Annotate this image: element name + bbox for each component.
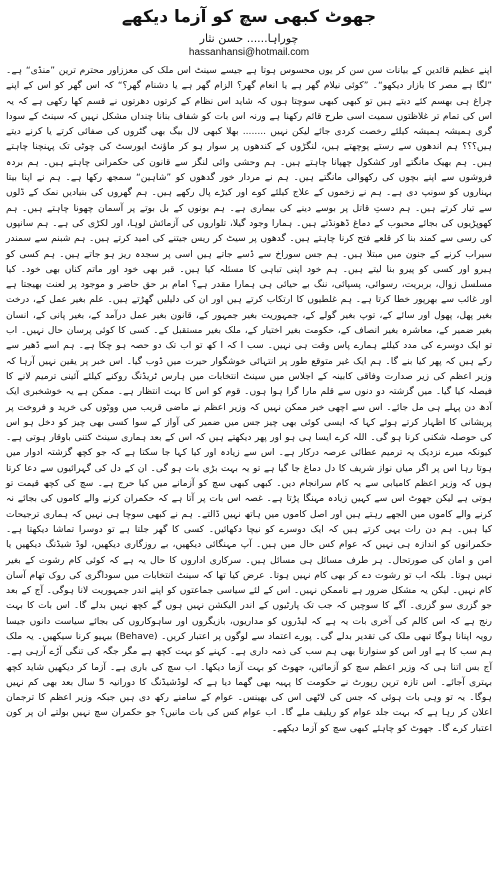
column-body: اپنے عظیم قائدین کے بیانات سن سن کر یوں محسوس ہوتا ہے جیسے سینٹ اس ملک کی معززاور محترم ترین ”منڈی“ ہے۔ ”لگا ہے مصر کا بازار دیکھو“۔ ”کوئی نیلام گھر ہے یا انعام گھر؟ الزام گھر ہے یا دشنام گھر؟“ کہ اس گھر کو اس کے اپنے چراغ ہی بھسم کئے دیتے ہیں تو کبھی کبھی سوچتا ہوں کہ شاید اس نظام کے کرتوں دھرتوں نے قسم کھا رکھی ہے کہ یہ اس کی تمام تر غلاظتوں سمیت اسی طرح قائم رکھنا ہے ورنہ اس بات کو شفاف بنانا چنداں مشکل نہیں کہ سینٹ کے سودا گری ہمیشہ ہمیشہ کیلئے رخصت کردی جائے لیکن نہیں ........ بھلا کبھی لال بیگ بھی گٹروں کی صفائی کرتے یا کرنے دیتے ہیں؟؟؟ ہم اندھوں سے رستے پوچھتے ہیں، لنگڑوں کے کندھوں پر سوار ہو کر ماؤنٹ ایورسٹ کی چوٹی تک پہنچنا چاہتے ہیں۔ ہم بھیک مانگتے اور کشکول چھپانا چاہتے ہیں۔ ہم وحشی وائی لنگز سے قانون کی حکمرانی چاہتے ہیں۔ ہم بردہ فروشوں سے اپنے بچوں کی رکھوالی مانگتے ہیں۔ ہم نے مردار خور گدھوں کو ”شاہین“ سمجھ رکھا ہے۔ ہم نے اپنا بیتا بہناروں کو سونپ دی ہے۔ ہم نے زخموں کے علاج کیلئے کوے اور کیڑے پال رکھے ہیں۔ ہم گھروں کی بنیادیں نمک کے ڈلوں سے تیار کرتے ہیں۔ ہم دستِ قاتل پر بوسے دینے کی بیماری ہے۔ ہم بونوں کے بل بوتے پر آسمان چھونا چاہتے ہیں۔ ہم کھوپڑیوں کی بجائے محبوب کے دماغ ڈھونڈتے ہیں۔ ہمارا وجود گیلا، تلواروں کی آزمائش لوہا، اور لکڑی کی ہے۔ ہم سانپوں کی رسی سے کمند بنا کر قلعے فتح کرنا چاہتے ہیں۔ گدھوں پر سیٹ کر ریس جیتنے کی امید کرتے ہیں۔ ہم شبنم سے سمندر سیراب کرنے کے جنون میں مبتلا ہیں۔ ہم جس سوراخ سے ڈسے جاتے ہیں اسی پر سجدہ ریز ہو جاتے ہیں۔ ہم کسی کو ہیرو اور کسی کو پیرو بنا لیتے ہیں۔ ہم خود اپنی تباہی کا مسئلہ کیا ہیں۔ قبر بھی خود اور ماتم کناں بھی خود۔ کیا مسلسل زوال، بربریت، رسوائی، پسپائی، ننگ بے حیائی ہی ہمارا مقدر ہے؟ امام بر حق حاضر و موجود پر لعنت بھیجتا ہے اور غائب سے بھرپور خطا کرتا ہے۔ ہم غلطیوں کا ارتکاب کرتے ہیں اور ان کی دلیلیں گھڑتے ہیں۔ علم بغیر عمل کے، درخت بغیر پھل، پھول اور سائے کے، توپ بغیر گولے کے، جمہوریت بغیر جمہور کے، قانون بغیر عمل درآمد کے، بغیر پانی کے، انسان بغیر ضمیر کے، معاشرہ بغیر انصاف کے، حکومت بغیر اختیار کے، ملک بغیر مستقبل کے۔ کسی کا کوئی پرسان حال نہیں۔ اب تو ایک دوسرے کی مدد کیلئے ہمارے پاس وقت ہی نہیں۔ سب ا کہ ا کھ تو اب تک دو حصہ ہو چکا ہے۔ ہم اسے ڈھیر سے رکے ہیں کہ پھر کیا بنے گا۔ ہم ایک غیر متوقع طور پر انتہائی خوشگوار حیرت میں ڈوب گیا۔ اس خبر پر یقین نہیں آرہا کہ وزیر اعظم کی زیر صدارت وفاقی کابینہ کے اجلاس میں سینٹ انتخابات میں ہارس ٹریڈنگ روکنے کیلئے آئینی ترمیم لانے کا فیصلہ کیا گیا۔ میں گزشتہ دو دنوں سے قلم مارا گرا ہوا ہوں۔ قوم کو اس کا بہت انتظار ہے۔ ممکن ہے یہ خوشخبری ایک آدھ دن پہلے ہی مل جائے۔ اس سے اچھی خبر ممکن نہیں کہ وزیر اعظم نے ماضی قریب میں ووٹوں کی خرید و فروخت پر پریشانی کا اظہار کرتے ہوئے کہا کہ ایسی کوئی بھی چیز جس میں ضمیر کی آواز کے سوا کسی بھی چیز کو دخل ہو اس کی حوصلہ شکنی کرنا ہو گی۔ اللہ کرے ایسا ہی ہو اور پھر دیکھتے ہیں کہ اس کے بعد ہماری سینٹ کتنی باوقار ہوتی ہے۔ کیونکہ میرے نزدیک یہ ترمیم عطائی عرصہ درکار ہے۔ اس سے زیادہ اور کیا کہا جا سکتا ہے کہ جو کچھ گزشتہ ادوار میں ہوتا رہا اس پر اگر میاں نواز شریف کا دل دماغ جا گیا ہے تو یہ بہت بڑی بات ہو گی۔ ان کے دل کی گہرائیوں سے دعا کرتا ہوں کہ وزیر اعظم کامیابی سے یہ کام سرانجام دیں۔ کبھی کبھی سچ کو آزمانے میں کیا حرج ہے۔ سچ کی کچھ قیمت تو ہوتی ہے لیکن جھوٹ اس سے کہیں زیادہ مہنگا پڑتا ہے۔ غصہ اس بات پر آتا ہے کہ حکمران کرنے والے کاموں کی بجائے نہ کرنے والے کاموں میں الجھے رہتے ہیں اور اصل کاموں میں ہاتھ نہیں ڈالتے۔ ہم نے کبھی سوچا ہی نہیں کہ ہماری ترجیحات کیا ہیں۔ ہم دن رات یہی کرتے ہیں کہ ایک دوسرے کو نیچا دکھائیں۔ کسی کا گھر جلتا ہے تو دوسرا تماشا دیکھتا ہے۔ حکمرانوں کو اندازہ ہی نہیں کہ عوام کس حال میں ہیں۔ آپ مہنگائی دیکھیں، بے روزگاری دیکھیں، لوڈ شیڈنگ دیکھیں یا امن و امان کی صورتحال۔ ہر طرف مسائل ہی مسائل ہیں۔ سرکاری اداروں کا حال یہ ہے کہ کوئی کام رشوت کے بغیر نہیں ہوتا۔ بلکہ اب تو رشوت دے کر بھی کام نہیں ہوتا۔ عرض کیا تھا کہ سینٹ انتخابات میں سوداگری کی روک تھام آسان کام نہیں۔ لیکن یہ مشکل ضرور ہے ناممکن نہیں۔ اس کے لئے سیاسی جماعتوں کو اپنے اندر جمہوریت لانا ہوگی۔ آج کے بعد جو گزری سو گزری۔ آگے کا سوچیں کہ جب تک پارٹیوں کے اندر الیکشن نہیں ہوں گے کچھ نہیں بدلے گا۔ اس بات کا بہت رنج ہے کہ اس کالم کی آخری بات یہ ہے کہ لیڈروں کو مداریوں، بازیگروں اور ساہوکاروں کی بجائے سیاست دانوں جیسا رویہ اپنانا ہوگا تبھی ملک کی تقدیر بدلے گی۔ پورے اعتماد سے لوگوں پر اعتبار کریں۔ (Behave) بیہیو کرنا سیکھیں۔ یہ ملک ہم سب کا ہے اور اس کو سنوارنا بھی ہم سب کی ذمہ داری ہے۔ کہنے کو بہت کچھ ہے مگر جگہ کی تنگی آڑے آرہی ہے۔ آج بس اتنا ہی کہ وزیر اعظم سچ کو آزمائیں، جھوٹ کو بہت آزما دیکھا۔ اب سچ کی باری ہے۔ آزما کر دیکھیں شاید کچھ بہتری آجائے۔ اس تازہ ترین رپورٹ نے حکومت کا پہیہ بھی گھما دیا ہے کہ لوڈشیڈنگ کا دورانیہ 5 سال بعد بھی کم نہیں ہوگا۔ یہ تو وہی بات ہوئی کہ جس کی لاٹھی اس کی بھینس۔ عوام کے سامنے رکھ دی ہیں جبکہ وزیر اعظم کا ترجمان اعلان کر رہا ہے کہ بہت جلد عوام کو ریلیف ملے گا۔ اب عوام کس کی بات مانیں؟ جو حکمران سچ نہیں بولتے ان پر کون اعتبار کرے گا۔ جھوٹ کو چاہئے کبھی سچ کو آزما دیکھے۔ <box>6 65 493 734</box>
column-title: جھوٹ کبھی سچ کو آزما دیکھے <box>121 7 377 27</box>
author-email: hassanhansi@hotmail.com <box>188 47 310 58</box>
author-byline: چوراہا...... حسن نثار <box>199 32 299 45</box>
